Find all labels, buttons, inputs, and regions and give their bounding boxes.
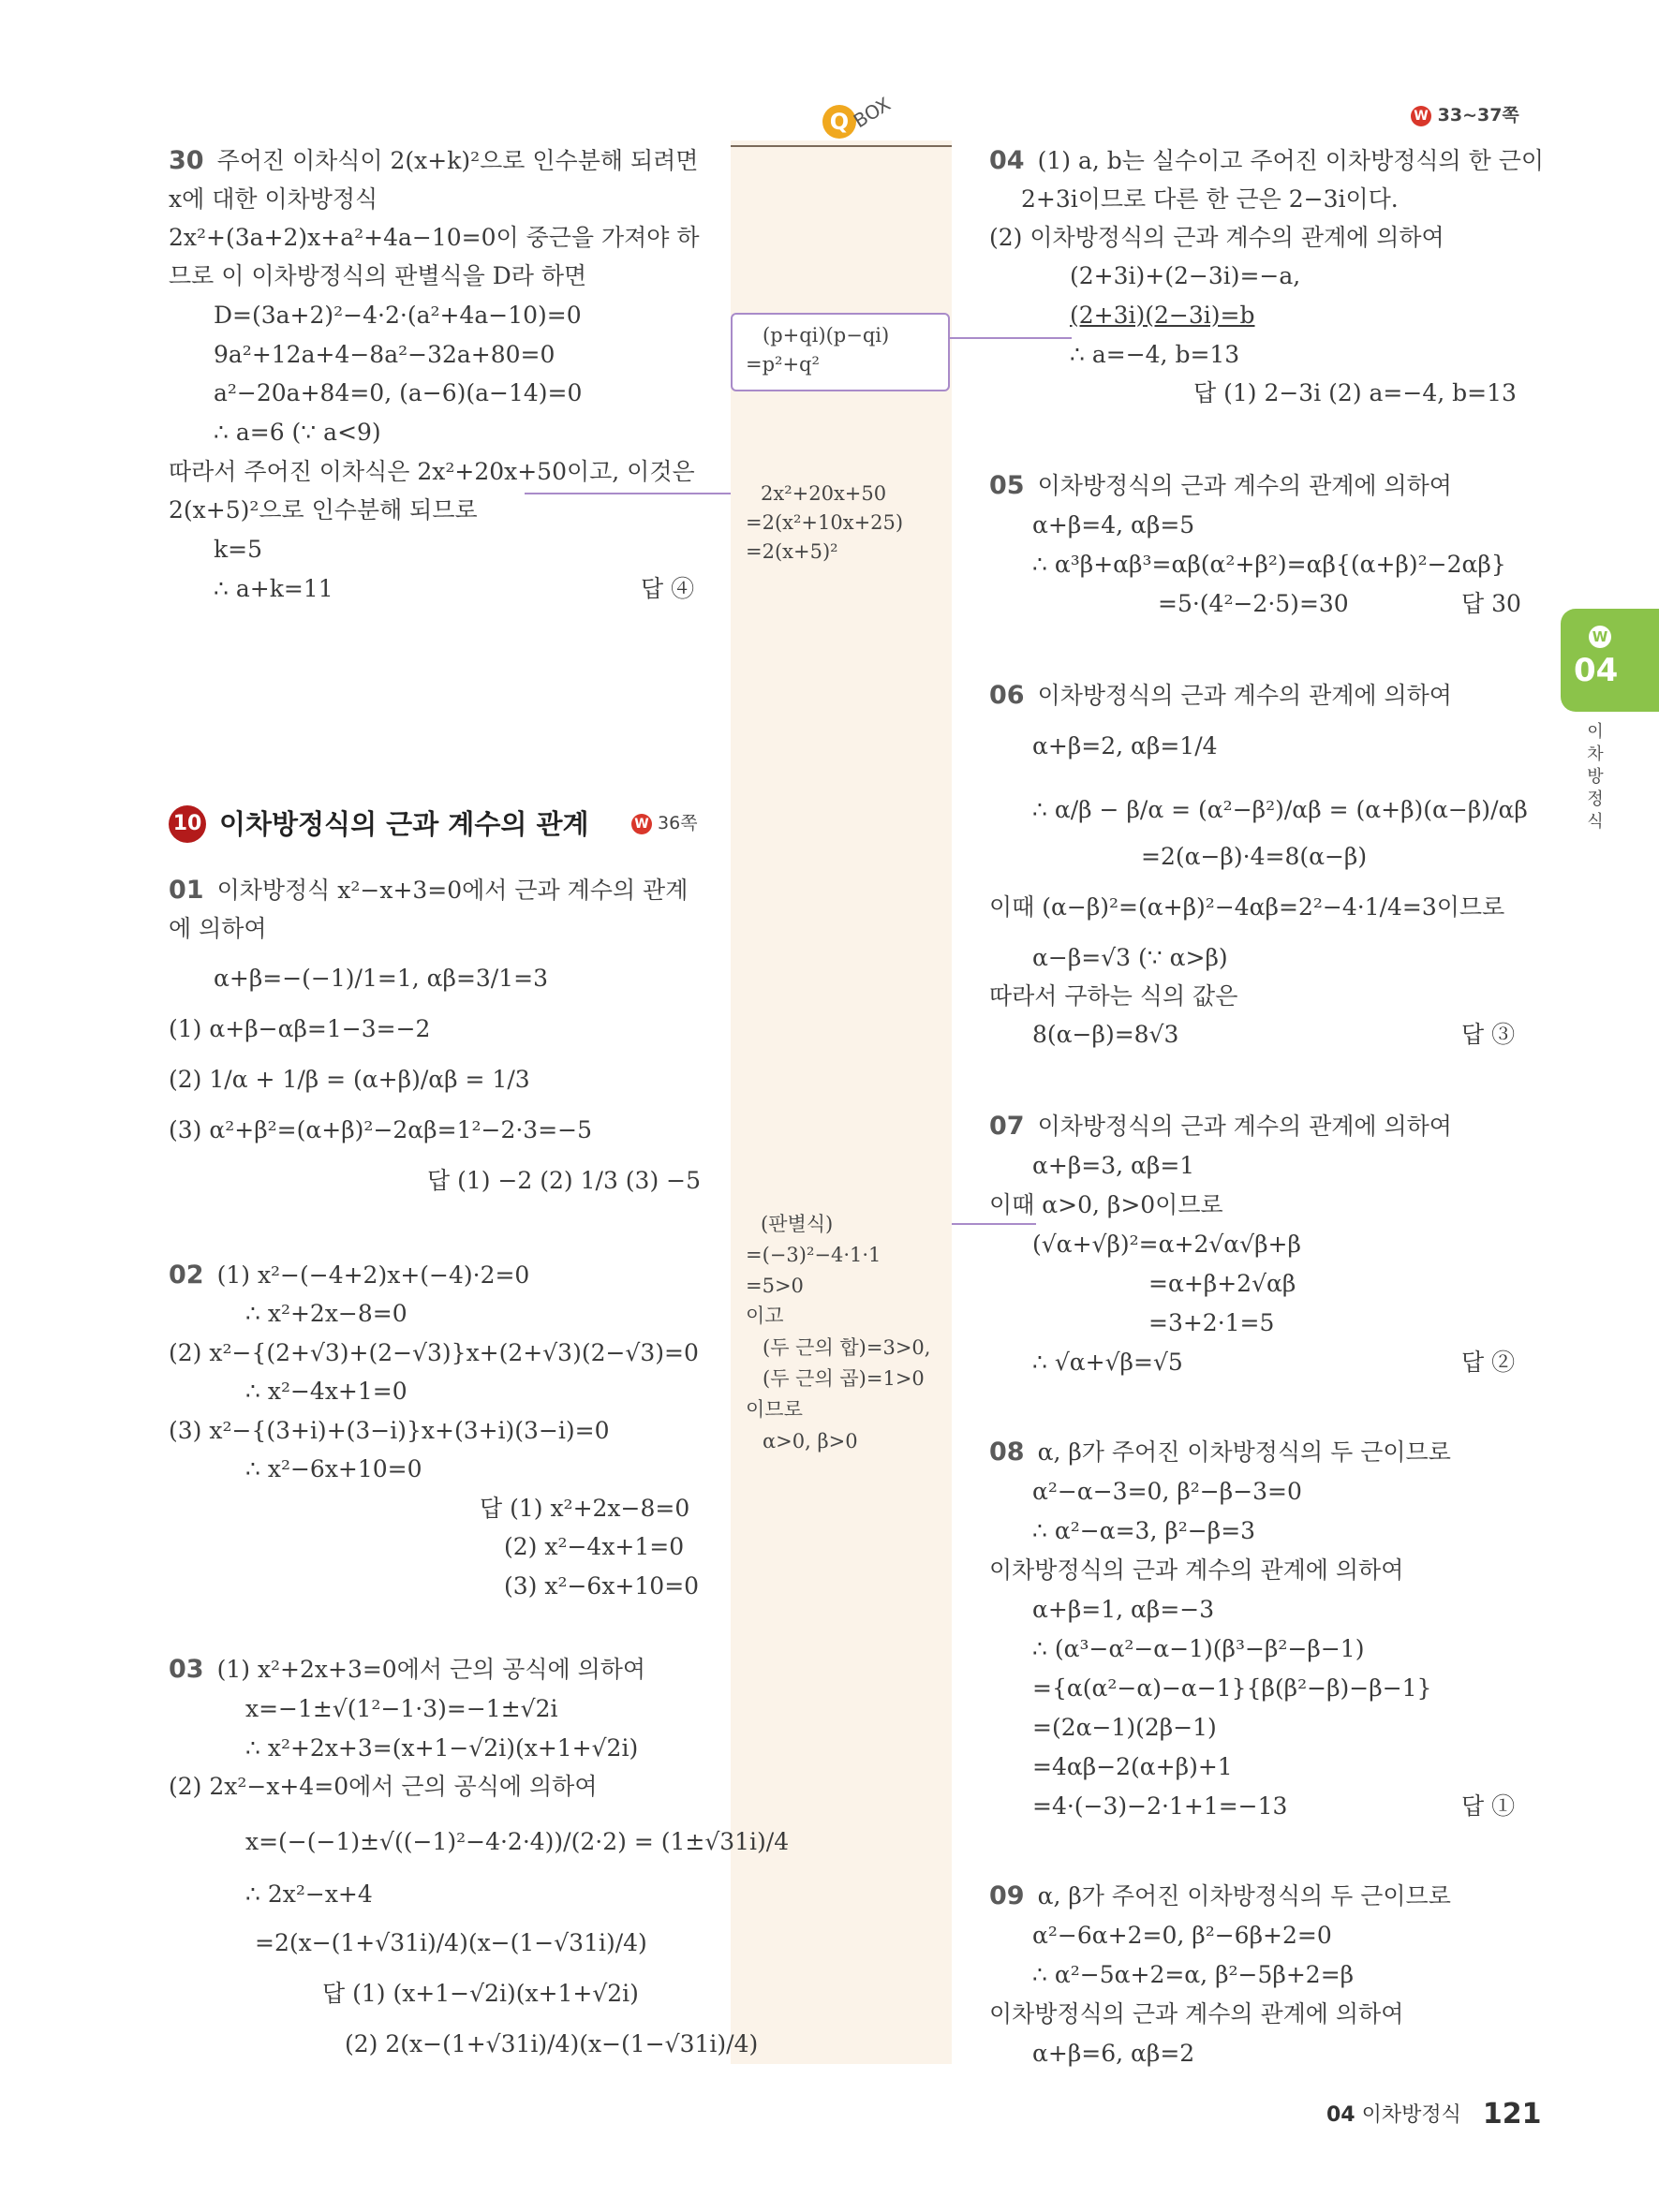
qbox-note-line: (p+qi)(p−qi) [763,324,890,347]
connector-line [950,337,1072,339]
problem-02-line: ∴ x²−6x+10=0 [245,1455,422,1482]
qbox-note-line: =5>0 [746,1275,804,1297]
problem-08-line: 이차방정식의 근과 계수의 관계에 의하여 [989,1556,1404,1584]
qbox-logo-icon: Q [822,105,856,139]
problem-30-line: ∴ a+k=11 [214,575,333,602]
problem-06-line: α−β=√3 (∵ α>β) [1032,944,1228,971]
problem-08-line: =(2α−1)(2β−1) [1032,1714,1217,1741]
problem-30-line: k=5 [214,536,263,563]
problem-04-line: 2+3i이므로 다른 한 근은 2−3i이다. [1021,185,1399,213]
answer-05: 답 30 [1461,590,1521,617]
answer-04: 답 (1) 2−3i (2) a=−4, b=13 [1193,379,1517,406]
problem-08-line: =4·(−3)−2·1+1=−13 [1032,1792,1288,1820]
problem-30-line: 따라서 주어진 이차식은 2x²+20x+50이고, 이것은 [169,458,695,485]
footer-chapter-title: 이차방정식 [1361,2103,1461,2127]
qbox-label: BOX [849,92,895,133]
problem-03-line: (2) 2x²−x+4=0에서 근의 공식에 의하여 [169,1773,598,1800]
answer-02: (3) x²−6x+10=0 [504,1572,700,1600]
problem-30-line: 2x²+(3a+2)x+a²+4a−10=0이 중근을 가져야 하 [169,224,700,251]
problem-09-line: ∴ α²−5α+2=α, β²−5β+2=β [1032,1961,1355,1988]
problem-07-line: 07 이차방정식의 근과 계수의 관계에 의하여 [989,1112,1452,1141]
problem-06-line: 따라서 구하는 식의 값은 [989,982,1238,1010]
connector-line [952,1223,1036,1225]
answer-01: 답 (1) −2 (2) 1/3 (3) −5 [427,1167,702,1194]
page-reference-text: 33~37쪽 [1437,105,1519,125]
problem-30-line: D=(3a+2)²−4·2·(a²+4a−10)=0 [214,302,582,329]
problem-07-line: (√α+√β)²=α+2√α√β+β [1032,1231,1301,1258]
problem-03-line: =2(x−(1+√31i)/4)(x−(1−√31i)/4) [255,1929,647,1956]
qbox-note-line: 이고 [746,1305,784,1327]
footer-chapter-number: 04 [1326,2103,1355,2127]
problem-05-line: 05 이차방정식의 근과 계수의 관계에 의하여 [989,471,1452,500]
section-page-ref [631,809,698,834]
chapter-tab-label: 이차방정식 [1587,722,1604,832]
problem-08-line: 08 α, β가 주어진 이차방정식의 두 근이므로 [989,1438,1451,1467]
problem-30-line: 2(x+5)²으로 인수분해 되므로 [169,496,478,524]
qbox-note-line: 2x²+20x+50 [761,482,887,505]
problem-06-line: α+β=2, αβ=1/4 [1032,732,1218,759]
answer-02: (2) x²−4x+1=0 [504,1533,685,1560]
problem-03-line: x=−1±√(1²−1·3)=−1±√2i [245,1695,558,1722]
problem-01-line: (3) α²+β²=(α+β)²−2αβ=1²−2·3=−5 [169,1116,593,1143]
qbox-note-line: (판별식) [761,1213,834,1235]
page-number: 121 [1482,2098,1542,2131]
problem-07-line: α+β=3, αβ=1 [1032,1152,1195,1179]
problem-08-line: α+β=1, αβ=−3 [1032,1596,1215,1623]
problem-04-line: (2+3i)(2−3i)=b [1070,302,1255,329]
problem-06-line: ∴ α/β − β/α = (α²−β²)/αβ = (α+β)(α−β)/αβ [1032,796,1528,823]
chapter-tab-number: 04 [1574,652,1619,689]
problem-05-line: ∴ α³β+αβ³=αβ(α²+β²)=αβ{(α+β)²−2αβ} [1032,551,1506,578]
problem-02-line: 02 (1) x²−(−4+2)x+(−4)·2=0 [169,1261,530,1290]
problem-06-line: 06 이차방정식의 근과 계수의 관계에 의하여 [989,681,1452,710]
problem-02-line: (2) x²−{(2+√3)+(2−√3)}x+(2+√3)(2−√3)=0 [169,1339,699,1366]
problem-06-line: 이때 (α−β)²=(α+β)²−4αβ=2²−4·1/4=3이므로 [989,893,1505,921]
problem-05-line: α+β=4, αβ=5 [1032,511,1195,538]
answer-03: (2) 2(x−(1+√31i)/4)(x−(1−√31i)/4) [345,2030,759,2057]
problem-08-line: α²−α−3=0, β²−β−3=0 [1032,1478,1302,1505]
qbox-rule [731,145,952,147]
qbox-note-line: =(−3)²−4·1·1 [746,1244,881,1266]
qbox-note-line: =2(x+5)² [746,540,838,563]
problem-02-line: ∴ x²+2x−8=0 [245,1300,407,1327]
problem-08-line: ={α(α²−α)−α−1}{β(β²−β)−β−1} [1032,1674,1432,1702]
problem-07-line: 이때 α>0, β>0이므로 [989,1191,1223,1218]
problem-09-line: 이차방정식의 근과 계수의 관계에 의하여 [989,2000,1404,2028]
problem-07-line: ∴ √α+√β=√5 [1032,1349,1183,1376]
page-reference [1411,101,1519,126]
problem-03-line: x=(−(−1)±√((−1)²−4·2·4))/(2·2) = (1±√31i)/4 [245,1828,790,1855]
problem-07-line: =α+β+2√αβ [1148,1270,1296,1297]
problem-01-line: α+β=−(−1)/1=1, αβ=3/1=3 [214,965,548,992]
problem-08-line: ∴ (α³−α²−α−1)(β³−β²−β−1) [1032,1635,1365,1662]
problem-08-line: =4αβ−2(α+β)+1 [1032,1753,1233,1780]
problem-03-line: ∴ 2x²−x+4 [245,1880,373,1908]
problem-01-line: (2) 1/α + 1/β = (α+β)/αβ = 1/3 [169,1066,530,1093]
problem-30-line: a²−20a+84=0, (a−6)(a−14)=0 [214,379,583,406]
page-footer [1326,2098,1542,2131]
answer-02: 답 (1) x²+2x−8=0 [480,1495,690,1522]
problem-30-line: ∴ a=6 (∵ a<9) [214,419,381,446]
connector-line [525,493,731,494]
workbook-icon: W [1589,626,1611,648]
workbook-icon: W [1411,106,1431,126]
answer-07: 답 ② [1461,1349,1516,1376]
section-title: 이차방정식의 근과 계수의 관계 [219,808,589,840]
problem-04-line: 04 (1) a, b는 실수이고 주어진 이차방정식의 한 근이 [989,146,1545,175]
answer-03: 답 (1) (x+1−√2i)(x+1+√2i) [322,1980,639,2007]
problem-09-line: 09 α, β가 주어진 이차방정식의 두 근이므로 [989,1881,1451,1910]
qbox-note-line: α>0, β>0 [763,1430,858,1453]
problem-07-line: =3+2·1=5 [1148,1309,1275,1336]
problem-30-line: 30 주어진 이차식이 2(x+k)²으로 인수분해 되려면 [169,146,699,175]
problem-01-line: 01 이차방정식 x²−x+3=0에서 근과 계수의 관계 [169,876,689,905]
qbox-column [731,140,952,2064]
qbox-note-line: =2(x²+10x+25) [746,511,904,534]
problem-03-line: 03 (1) x²+2x+3=0에서 근의 공식에 의하여 [169,1655,646,1684]
problem-04-line: ∴ a=−4, b=13 [1070,341,1240,368]
problem-09-line: α+β=6, αβ=2 [1032,2040,1195,2067]
qbox-note-line: (두 근의 합)=3>0, [763,1336,931,1359]
problem-05-line: =5·(4²−2·5)=30 [1158,590,1349,617]
problem-02-line: (3) x²−{(3+i)+(3−i)}x+(3+i)(3−i)=0 [169,1417,610,1444]
problem-30-line: 므로 이 이차방정식의 판별식을 D라 하면 [169,262,587,289]
problem-30-line: 9a²+12a+4−8a²−32a+80=0 [214,341,555,368]
problem-06-line: =2(α−β)·4=8(α−β) [1141,843,1368,870]
answer-08: 답 ① [1461,1792,1516,1820]
section-page-ref-text: 36쪽 [658,813,698,833]
qbox-note-line: 이므로 [746,1398,803,1421]
problem-08-line: ∴ α²−α=3, β²−β=3 [1032,1517,1256,1544]
workbook-icon: W [631,814,652,834]
problem-03-line: ∴ x²+2x+3=(x+1−√2i)(x+1+√2i) [245,1734,639,1762]
problem-06-line: 8(α−β)=8√3 [1032,1021,1179,1048]
problem-30-line: x에 대한 이차방정식 [169,185,378,213]
problem-04-line: (2) 이차방정식의 근과 계수의 관계에 의하여 [989,224,1444,251]
qbox-note-line: =p²+q² [746,353,820,376]
answer-06: 답 ③ [1461,1021,1516,1048]
problem-09-line: α²−6α+2=0, β²−6β+2=0 [1032,1922,1332,1949]
section-number-badge: 10 [169,805,206,843]
problem-04-line: (2+3i)+(2−3i)=−a, [1070,262,1301,289]
problem-01-line: (1) α+β−αβ=1−3=−2 [169,1015,431,1042]
problem-02-line: ∴ x²−4x+1=0 [245,1378,407,1405]
answer-30: 답 ④ [641,575,695,602]
problem-01-line: 에 의하여 [169,915,267,942]
chapter-tab [1561,609,1659,712]
qbox-note-line: (두 근의 곱)=1>0 [763,1367,925,1390]
